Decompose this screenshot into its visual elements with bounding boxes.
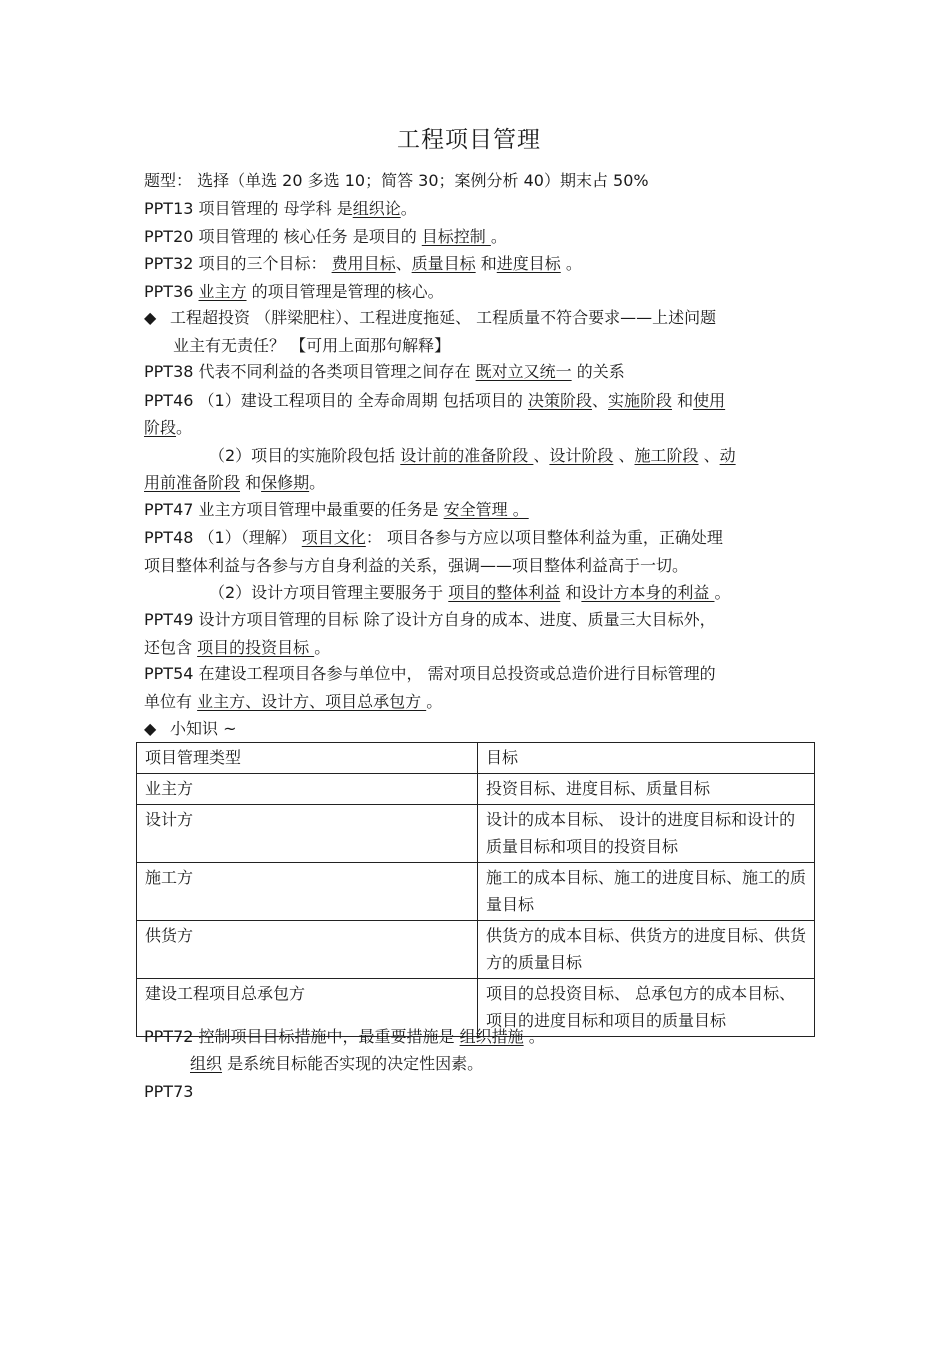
answer-underline: 项目的投资目标 <box>197 638 315 657</box>
page-title: 工程项目管理 <box>397 127 541 153</box>
table-header-row <box>137 743 815 774</box>
ppt36-line: PPT36 业主方 的项目管理是管理的核心。 <box>144 282 444 301</box>
ppt49-line: PPT49 设计方项目管理的目标 除了设计方自身的成本、进度、质量三大目标外， <box>144 610 716 629</box>
table-cell: 施工的成本目标、施工的进度目标、施工的质量目标 <box>478 863 815 921</box>
ppt13-line: PPT13 项目管理的 母学科 是组织论。 <box>144 199 417 218</box>
table-cell: 供货方的成本目标、供货方的进度目标、供货方的质量目标 <box>478 921 815 979</box>
ppt46-line: PPT46 （1）建设工程项目的 全寿命周期 包括项目的 决策阶段、实施阶段 和使用 <box>144 391 726 410</box>
ppt54-line: PPT54 在建设工程项目各参与单位中， 需对项目总投资或总造价进行目标管理的 <box>144 664 716 683</box>
objectives-table <box>136 742 815 1037</box>
ppt54-line-2: 单位有 业主方、设计方、项目总承包方 。 <box>144 692 443 711</box>
answer-underline: 实施阶段 <box>608 391 673 410</box>
bullet-question-line: ◆ 工程超投资 （胖梁肥柱）、工程进度拖延、 工程质量不符合要求——上述问题 <box>144 304 812 331</box>
answer-underline: 设计前的准备阶段 <box>400 446 534 465</box>
answer-underline: 组织 <box>190 1054 223 1073</box>
table-cell: 供货方 <box>137 921 478 979</box>
table-header-cell: 项目管理类型 <box>137 743 478 774</box>
ppt46-sub2-line-2: 用前准备阶段 和保修期。 <box>144 473 326 492</box>
table-cell: 业主方 <box>137 774 478 805</box>
ppt73-line: PPT73 <box>144 1082 194 1101</box>
answer-underline: 决策阶段 <box>527 391 592 410</box>
answer-underline: 安全管理 。 <box>443 500 529 519</box>
answer-underline: 项目的整体利益 <box>448 583 561 602</box>
table-header-cell: 目标 <box>478 743 815 774</box>
ppt20-line: PPT20 项目管理的 核心任务 是项目的 目标控制 。 <box>144 227 507 246</box>
ppt72-line-2: 组织 是系统目标能否实现的决定性因素。 <box>190 1054 484 1073</box>
table-cell: 项目的总投资目标、 总承包方的成本目标、项目的进度目标和项目的质量目标 <box>478 979 815 1037</box>
tips-heading: ◆ 小知识 ~ <box>144 715 812 742</box>
ppt47-line: PPT47 业主方项目管理中最重要的任务是 安全管理 。 <box>144 500 529 519</box>
table-cell: 施工方 <box>137 863 478 921</box>
answer-underline: 施工阶段 <box>634 446 699 465</box>
ppt48-line: PPT48 （1）（理解） 项目文化： 项目各参与方应以项目整体利益为重，正确处理 <box>144 528 723 547</box>
answer-underline: 使用 <box>693 391 726 410</box>
answer-underline: 费用目标 <box>331 254 396 273</box>
answer-underline: 既对立又统一 <box>475 362 572 381</box>
ppt46-line-2: 阶段。 <box>144 418 193 437</box>
table-cell: 投资目标、进度目标、质量目标 <box>478 774 815 805</box>
ppt49-line-2: 还包含 项目的投资目标 。 <box>144 638 331 657</box>
table-cell: 建设工程项目总承包方 <box>137 979 478 1037</box>
bullet-question-line-2: 业主有无责任？ 【可用上面那句解释】 <box>173 336 451 355</box>
table-row <box>137 863 815 921</box>
answer-underline: 用前准备阶段 <box>144 473 241 492</box>
table-cell: 设计方 <box>137 805 478 863</box>
answer-underline: 阶段 <box>144 418 177 437</box>
answer-underline: 目标控制 <box>421 227 491 246</box>
ppt38-line: PPT38 代表不同利益的各类项目管理之间存在 既对立又统一 的关系 <box>144 362 625 381</box>
ppt48-line-2: 项目整体利益与各参与方自身利益的关系，强调——项目整体利益高于一切。 <box>144 556 689 575</box>
table-row <box>137 921 815 979</box>
table-row <box>137 805 815 863</box>
ppt72-line: PPT72 控制项目目标措施中，最重要措施是 组织措施 。 <box>144 1027 545 1046</box>
answer-underline: 组织措施 <box>459 1027 524 1046</box>
answer-underline: 动 <box>719 446 736 465</box>
answer-underline: 保修期 <box>261 473 310 492</box>
answer-underline: 项目文化 <box>301 528 366 547</box>
answer-underline: 组织论 <box>352 199 401 218</box>
question-types-line: 题型： 选择（单选 20 多选 10；简答 30；案例分析 40）期末占 50% <box>144 171 649 190</box>
answer-underline: 业主方 <box>198 282 247 301</box>
diamond-bullet-icon: ◆ <box>144 719 157 738</box>
answer-underline: 进度目标 <box>496 254 561 273</box>
ppt48-sub2-line: （2）设计方项目管理主要服务于 项目的整体利益 和设计方本身的利益 。 <box>209 583 731 602</box>
answer-underline: 业主方、设计方、项目总承包方 <box>197 692 427 711</box>
answer-underline: 质量目标 <box>411 254 476 273</box>
ppt46-sub2-line: （2）项目的实施阶段包括 设计前的准备阶段 、设计阶段 、施工阶段 、动 <box>209 446 736 465</box>
table-row <box>137 774 815 805</box>
ppt32-line: PPT32 项目的三个目标： 费用目标、质量目标 和进度目标 。 <box>144 254 582 273</box>
table-cell: 设计的成本目标、 设计的进度目标和设计的质量目标和项目的投资目标 <box>478 805 815 863</box>
answer-underline: 设计方本身的利益 <box>581 583 715 602</box>
diamond-bullet-icon: ◆ <box>144 308 157 327</box>
answer-underline: 设计阶段 <box>549 446 614 465</box>
